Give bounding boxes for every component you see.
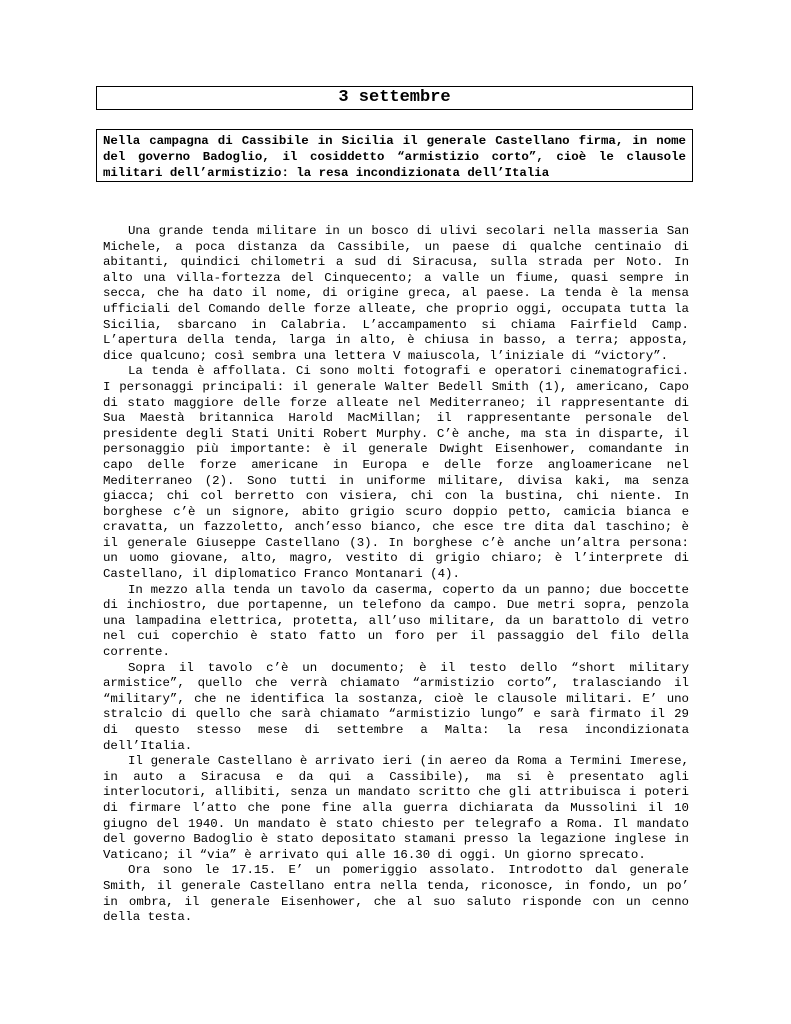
summary-text: Nella campagna di Cassibile in Sicilia il generale Castellano firma, in nome del governo Badoglio, il cosiddetto “armistizio corto”, cioè le clausole militari dell’armistizio: la resa incondizionata dell’Italia [103, 134, 686, 180]
paragraph: Ora sono le 17.15. E’ un pomeriggio assolato. Introdotto dal generale Smith, il generale Castellano entra nella tenda, riconosce, in fondo, un po’ in ombra, il generale Eisenhower, che al suo saluto risponde con un cenno della testa. [103, 863, 689, 925]
paragraph: Una grande tenda militare in un bosco di ulivi secolari nella masseria San Michele, a poca distanza da Cassibile, un paese di qualche centinaio di abitanti, quindici chilometri a sud di Siracusa, sulla strada per Noto. In alto una villa-fortezza del Cinquecento; a valle un fiume, quasi sempre in secca, che ha dato il nome, di origine greca, al paese. La tenda è la mensa ufficiali del Comando delle forze alleate, che proprio oggi, occupata tutta la Sicilia, sbarcano in Calabria. L’accampamento si chiama Fairfield Camp. L’apertura della tenda, larga in alto, è chiusa in basso, a terra; apposta, dice qualcuno; così sembra una lettera V maiuscola, l’iniziale di “victory”. [103, 224, 689, 363]
paragraph: La tenda è affollata. Ci sono molti fotografi e operatori cinematografici. I personaggi principali: il generale Walter Bedell Smith (1), americano, Capo di stato maggiore delle forze alleate nel Mediterraneo; il rappresentante di Sua Maestà britannica Harold MacMillan; il rappresentante personale del presidente degli Stati Uniti Robert Murphy. C’è anche, ma sta in disparte, il personaggio più importante: è il generale Dwight Eisenhower, comandante in capo delle forze americane in Europa e delle forze angloamericane nel Mediterraneo (2). Sono tutti in uniforme militare, divisa kaki, ma senza giacca; chi col berretto con visiera, chi con la bustina, chi niente. In borghese c’è un signore, abito grigio scuro doppio petto, camicia bianca e cravatta, un fazzoletto, anch’esso bianco, che esce tre dita dal taschino; è il generale Giuseppe Castellano (3). In borghese c’è anche un’altra persona: un uomo giovane, alto, magro, vestito di grigio chiaro; è l’interprete di Castellano, il diplomatico Franco Montanari (4). [103, 364, 689, 582]
summary-box [96, 129, 693, 182]
article-body [103, 224, 689, 926]
paragraph: In mezzo alla tenda un tavolo da caserma, coperto da un panno; due boccette di inchiostro, due portapenne, un telefono da campo. Due metri sopra, penzola una lampadina elettrica, protetta, all’uso militare, da un barattolo di vetro nel cui coperchio è stato fatto un foro per il passaggio del filo della corrente. [103, 582, 689, 660]
paragraph: Il generale Castellano è arrivato ieri (in aereo da Roma a Termini Imerese, in auto a Siracusa e da qui a Cassibile), ma si è presentato agli interlocutori, allibiti, senza un mandato scritto che gli attribuisca i poteri di firmare l’atto che pone fine alla guerra dichiarata da Mussolini il 10 giugno del 1940. Un mandato è stato chiesto per telegrafo a Roma. Il mandato del governo Badoglio è stato depositato stamani presso la legazione inglese in Vaticano; il “via” è arrivato qui alle 16.30 di oggi. Un giorno sprecato. [103, 754, 689, 862]
title-box [96, 86, 693, 110]
page-title: 3 settembre [338, 88, 451, 107]
paragraph: Sopra il tavolo c’è un documento; è il testo dello “short military armistice”, quello che verrà chiamato “armistizio corto”, tralasciando il “military”, che ne identifica la sostanza, cioè le clausole militari. E’ uno stralcio di quello che sarà chiamato “armistizio lungo” e sarà firmato il 29 di questo stesso mese di settembre a Malta: la resa incondizionata dell’Italia. [103, 660, 689, 753]
